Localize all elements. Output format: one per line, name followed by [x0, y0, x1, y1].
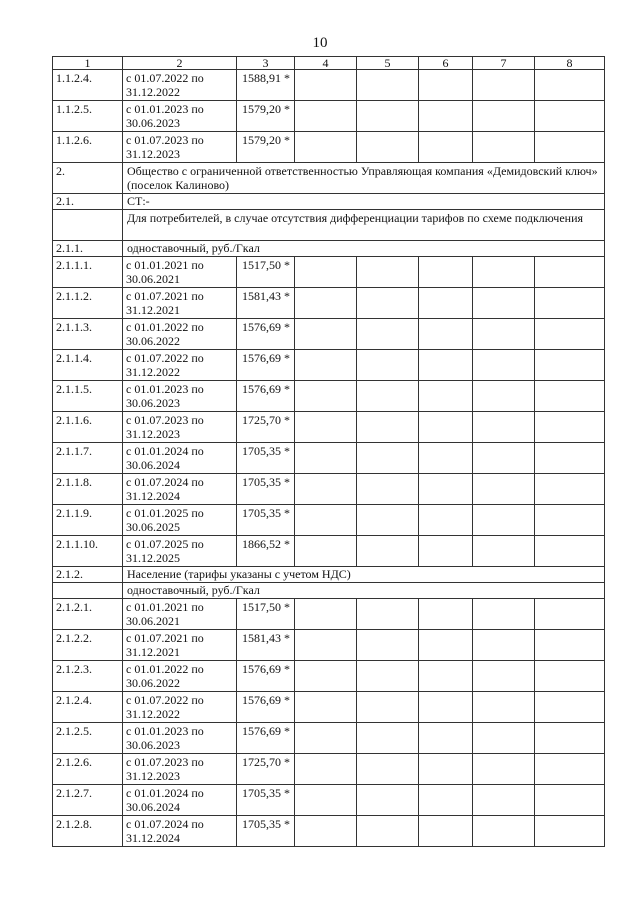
- table-row: [53, 567, 605, 583]
- empty-cell: [473, 319, 535, 350]
- empty-cell: [357, 785, 419, 816]
- row-number: [53, 583, 123, 599]
- empty-cell: [535, 350, 605, 381]
- period-end: 30.06.2024: [126, 458, 180, 472]
- period-end: 31.12.2023: [126, 147, 180, 161]
- empty-cell: [473, 443, 535, 474]
- empty-cell: [473, 257, 535, 288]
- row-number: 2.1.2.7.: [53, 785, 123, 816]
- table-row: [53, 319, 605, 350]
- empty-cell: [357, 70, 419, 101]
- table-row: [53, 194, 605, 210]
- column-header: 8: [535, 57, 605, 70]
- empty-cell: [295, 692, 357, 723]
- tariff-value: 1581,43 *: [237, 288, 295, 319]
- row-number: 2.: [53, 163, 123, 194]
- empty-cell: [535, 785, 605, 816]
- empty-cell: [295, 350, 357, 381]
- section-text: Для потребителей, в случае отсутствия дифференциации тарифов по схеме подключения: [123, 210, 605, 241]
- empty-cell: [473, 101, 535, 132]
- period-end: 31.12.2022: [126, 707, 180, 721]
- row-number: 2.1.1.3.: [53, 319, 123, 350]
- period-cell: [123, 288, 237, 319]
- empty-cell: [473, 599, 535, 630]
- empty-cell: [419, 257, 473, 288]
- section-text: одноставочный, руб./Гкал: [123, 583, 605, 599]
- empty-cell: [535, 381, 605, 412]
- tariff-value: 1579,20 *: [237, 132, 295, 163]
- period-start: с 01.01.2021 по: [126, 258, 204, 272]
- row-number: 1.1.2.6.: [53, 132, 123, 163]
- row-number: 2.1.1.7.: [53, 443, 123, 474]
- empty-cell: [535, 412, 605, 443]
- row-number: 2.1.2.5.: [53, 723, 123, 754]
- period-cell: [123, 785, 237, 816]
- section-text: Население (тарифы указаны с учетом НДС): [123, 567, 605, 583]
- empty-cell: [419, 599, 473, 630]
- empty-cell: [357, 257, 419, 288]
- table-row: [53, 210, 605, 241]
- table-row: [53, 70, 605, 101]
- empty-cell: [473, 474, 535, 505]
- empty-cell: [295, 754, 357, 785]
- empty-cell: [535, 70, 605, 101]
- row-number: 2.1.1.4.: [53, 350, 123, 381]
- empty-cell: [473, 381, 535, 412]
- empty-cell: [535, 101, 605, 132]
- empty-cell: [357, 536, 419, 567]
- empty-cell: [535, 599, 605, 630]
- column-header: 1: [53, 57, 123, 70]
- empty-cell: [473, 350, 535, 381]
- period-cell: [123, 630, 237, 661]
- period-end: 31.12.2021: [126, 645, 180, 659]
- empty-cell: [295, 474, 357, 505]
- empty-cell: [473, 505, 535, 536]
- tariff-value: 1588,91 *: [237, 70, 295, 101]
- empty-cell: [295, 505, 357, 536]
- row-number: 2.1.2.4.: [53, 692, 123, 723]
- empty-cell: [295, 288, 357, 319]
- period-end: 31.12.2022: [126, 365, 180, 379]
- period-start: с 01.01.2023 по: [126, 102, 204, 116]
- section-text: Общество с ограниченной ответственностью Управляющая компания «Демидовский ключ» (поселок Калиново): [123, 163, 605, 194]
- empty-cell: [419, 723, 473, 754]
- period-cell: [123, 101, 237, 132]
- period-cell: [123, 257, 237, 288]
- table-row: [53, 723, 605, 754]
- tariff-value: 1705,35 *: [237, 505, 295, 536]
- period-end: 31.12.2023: [126, 427, 180, 441]
- period-start: с 01.07.2023 по: [126, 133, 204, 147]
- empty-cell: [535, 661, 605, 692]
- empty-cell: [357, 661, 419, 692]
- table-row: [53, 661, 605, 692]
- empty-cell: [419, 443, 473, 474]
- empty-cell: [357, 101, 419, 132]
- period-cell: [123, 754, 237, 785]
- table-row: [53, 132, 605, 163]
- tariff-value: 1576,69 *: [237, 692, 295, 723]
- empty-cell: [419, 350, 473, 381]
- empty-cell: [473, 723, 535, 754]
- row-number: 2.1.1.1.: [53, 257, 123, 288]
- row-number: 2.1.2.2.: [53, 630, 123, 661]
- period-start: с 01.07.2023 по: [126, 413, 204, 427]
- empty-cell: [295, 412, 357, 443]
- empty-cell: [295, 257, 357, 288]
- empty-cell: [473, 412, 535, 443]
- period-end: 30.06.2021: [126, 272, 180, 286]
- empty-cell: [357, 816, 419, 847]
- empty-cell: [295, 443, 357, 474]
- period-start: с 01.07.2023 по: [126, 755, 204, 769]
- tariff-value: 1517,50 *: [237, 257, 295, 288]
- empty-cell: [357, 412, 419, 443]
- empty-cell: [419, 661, 473, 692]
- empty-cell: [295, 785, 357, 816]
- tariff-value: 1705,35 *: [237, 816, 295, 847]
- period-cell: [123, 505, 237, 536]
- period-cell: [123, 723, 237, 754]
- period-end: 30.06.2025: [126, 520, 180, 534]
- period-end: 31.12.2023: [126, 769, 180, 783]
- row-number: 2.1.2.1.: [53, 599, 123, 630]
- empty-cell: [535, 816, 605, 847]
- row-number: 2.1.2.: [53, 567, 123, 583]
- empty-cell: [419, 474, 473, 505]
- row-number: 2.1.1.10.: [53, 536, 123, 567]
- empty-cell: [473, 536, 535, 567]
- empty-cell: [357, 350, 419, 381]
- empty-cell: [295, 101, 357, 132]
- table-body: [53, 57, 605, 847]
- table-row: [53, 257, 605, 288]
- period-cell: [123, 536, 237, 567]
- period-start: с 01.07.2021 по: [126, 631, 204, 645]
- period-cell: [123, 661, 237, 692]
- empty-cell: [357, 692, 419, 723]
- empty-cell: [295, 536, 357, 567]
- table-row: [53, 101, 605, 132]
- period-end: 31.12.2024: [126, 831, 180, 845]
- period-start: с 01.07.2022 по: [126, 351, 204, 365]
- period-cell: [123, 443, 237, 474]
- empty-cell: [419, 630, 473, 661]
- tariff-value: 1576,69 *: [237, 381, 295, 412]
- header-row: [53, 57, 605, 70]
- empty-cell: [535, 692, 605, 723]
- table-row: [53, 785, 605, 816]
- empty-cell: [473, 816, 535, 847]
- empty-cell: [419, 816, 473, 847]
- empty-cell: [473, 754, 535, 785]
- tariff-value: 1705,35 *: [237, 785, 295, 816]
- empty-cell: [473, 630, 535, 661]
- period-cell: [123, 381, 237, 412]
- row-number: 2.1.1.: [53, 241, 123, 257]
- empty-cell: [419, 70, 473, 101]
- column-header: 4: [295, 57, 357, 70]
- table-row: [53, 163, 605, 194]
- empty-cell: [419, 536, 473, 567]
- empty-cell: [357, 443, 419, 474]
- tariff-value: 1866,52 *: [237, 536, 295, 567]
- column-header: 2: [123, 57, 237, 70]
- period-cell: [123, 816, 237, 847]
- empty-cell: [473, 132, 535, 163]
- empty-cell: [535, 257, 605, 288]
- period-start: с 01.01.2021 по: [126, 600, 204, 614]
- tariff-value: 1576,69 *: [237, 319, 295, 350]
- column-header: 7: [473, 57, 535, 70]
- table-row: [53, 599, 605, 630]
- empty-cell: [419, 692, 473, 723]
- period-start: с 01.07.2024 по: [126, 817, 204, 831]
- period-start: с 01.01.2024 по: [126, 786, 204, 800]
- empty-cell: [295, 319, 357, 350]
- period-end: 31.12.2021: [126, 303, 180, 317]
- empty-cell: [295, 816, 357, 847]
- empty-cell: [357, 288, 419, 319]
- column-header: 6: [419, 57, 473, 70]
- section-text: одноставочный, руб./Гкал: [123, 241, 605, 257]
- table-row: [53, 692, 605, 723]
- empty-cell: [295, 661, 357, 692]
- empty-cell: [419, 101, 473, 132]
- row-number: [53, 210, 123, 241]
- table-row: [53, 505, 605, 536]
- empty-cell: [295, 630, 357, 661]
- period-start: с 01.01.2023 по: [126, 724, 204, 738]
- row-number: 2.1.2.8.: [53, 816, 123, 847]
- period-end: 30.06.2021: [126, 614, 180, 628]
- tariff-value: 1705,35 *: [237, 474, 295, 505]
- empty-cell: [295, 723, 357, 754]
- period-start: с 01.01.2025 по: [126, 506, 204, 520]
- empty-cell: [473, 70, 535, 101]
- page-number: 10: [312, 35, 328, 51]
- row-number: 1.1.2.4.: [53, 70, 123, 101]
- row-number: 2.1.: [53, 194, 123, 210]
- period-cell: [123, 70, 237, 101]
- empty-cell: [357, 505, 419, 536]
- empty-cell: [535, 723, 605, 754]
- empty-cell: [419, 381, 473, 412]
- tariff-value: 1725,70 *: [237, 754, 295, 785]
- empty-cell: [419, 412, 473, 443]
- empty-cell: [357, 599, 419, 630]
- period-start: с 01.01.2022 по: [126, 662, 204, 676]
- period-start: с 01.07.2024 по: [126, 475, 204, 489]
- empty-cell: [535, 754, 605, 785]
- period-start: с 01.01.2022 по: [126, 320, 204, 334]
- empty-cell: [295, 599, 357, 630]
- empty-cell: [357, 319, 419, 350]
- empty-cell: [535, 288, 605, 319]
- empty-cell: [357, 754, 419, 785]
- empty-cell: [357, 723, 419, 754]
- empty-cell: [535, 630, 605, 661]
- table-row: [53, 583, 605, 599]
- empty-cell: [419, 785, 473, 816]
- table-row: [53, 241, 605, 257]
- empty-cell: [473, 692, 535, 723]
- tariff-value: 1576,69 *: [237, 723, 295, 754]
- row-number: 2.1.1.9.: [53, 505, 123, 536]
- period-start: с 01.07.2022 по: [126, 693, 204, 707]
- period-end: 30.06.2023: [126, 116, 180, 130]
- row-number: 1.1.2.5.: [53, 101, 123, 132]
- period-start: с 01.07.2022 по: [126, 71, 204, 85]
- period-start: с 01.07.2021 по: [126, 289, 204, 303]
- empty-cell: [419, 319, 473, 350]
- empty-cell: [357, 132, 419, 163]
- period-cell: [123, 350, 237, 381]
- table-row: [53, 474, 605, 505]
- empty-cell: [295, 132, 357, 163]
- tariff-value: 1579,20 *: [237, 101, 295, 132]
- period-cell: [123, 412, 237, 443]
- empty-cell: [535, 505, 605, 536]
- column-header: 5: [357, 57, 419, 70]
- empty-cell: [357, 381, 419, 412]
- tariff-value: 1517,50 *: [237, 599, 295, 630]
- row-number: 2.1.1.6.: [53, 412, 123, 443]
- period-end: 31.12.2022: [126, 85, 180, 99]
- period-start: с 01.01.2023 по: [126, 382, 204, 396]
- table-row: [53, 381, 605, 412]
- period-cell: [123, 474, 237, 505]
- tariff-table: [52, 56, 605, 847]
- table-row: [53, 412, 605, 443]
- row-number: 2.1.1.5.: [53, 381, 123, 412]
- tariff-value: 1705,35 *: [237, 443, 295, 474]
- tariff-value: 1581,43 *: [237, 630, 295, 661]
- empty-cell: [419, 754, 473, 785]
- section-text: СТ:-: [123, 194, 605, 210]
- empty-cell: [295, 381, 357, 412]
- period-cell: [123, 599, 237, 630]
- table-row: [53, 816, 605, 847]
- table-row: [53, 630, 605, 661]
- period-end: 30.06.2023: [126, 396, 180, 410]
- row-number: 2.1.2.3.: [53, 661, 123, 692]
- period-end: 31.12.2025: [126, 551, 180, 565]
- empty-cell: [535, 132, 605, 163]
- empty-cell: [535, 474, 605, 505]
- empty-cell: [535, 536, 605, 567]
- row-number: 2.1.1.2.: [53, 288, 123, 319]
- empty-cell: [295, 70, 357, 101]
- column-header: 3: [237, 57, 295, 70]
- empty-cell: [419, 505, 473, 536]
- table-row: [53, 350, 605, 381]
- table-row: [53, 443, 605, 474]
- empty-cell: [357, 630, 419, 661]
- row-number: 2.1.1.8.: [53, 474, 123, 505]
- period-cell: [123, 319, 237, 350]
- period-cell: [123, 692, 237, 723]
- tariff-value: 1576,69 *: [237, 661, 295, 692]
- empty-cell: [473, 785, 535, 816]
- row-number: 2.1.2.6.: [53, 754, 123, 785]
- period-end: 30.06.2022: [126, 676, 180, 690]
- empty-cell: [535, 443, 605, 474]
- tariff-value: 1576,69 *: [237, 350, 295, 381]
- period-end: 30.06.2023: [126, 738, 180, 752]
- empty-cell: [419, 132, 473, 163]
- period-end: 30.06.2022: [126, 334, 180, 348]
- tariff-value: 1725,70 *: [237, 412, 295, 443]
- empty-cell: [535, 319, 605, 350]
- period-cell: [123, 132, 237, 163]
- table-row: [53, 288, 605, 319]
- empty-cell: [473, 288, 535, 319]
- period-end: 31.12.2024: [126, 489, 180, 503]
- period-start: с 01.01.2024 по: [126, 444, 204, 458]
- period-start: с 01.07.2025 по: [126, 537, 204, 551]
- table-row: [53, 536, 605, 567]
- table-row: [53, 754, 605, 785]
- empty-cell: [473, 661, 535, 692]
- empty-cell: [357, 474, 419, 505]
- empty-cell: [419, 288, 473, 319]
- period-end: 30.06.2024: [126, 800, 180, 814]
